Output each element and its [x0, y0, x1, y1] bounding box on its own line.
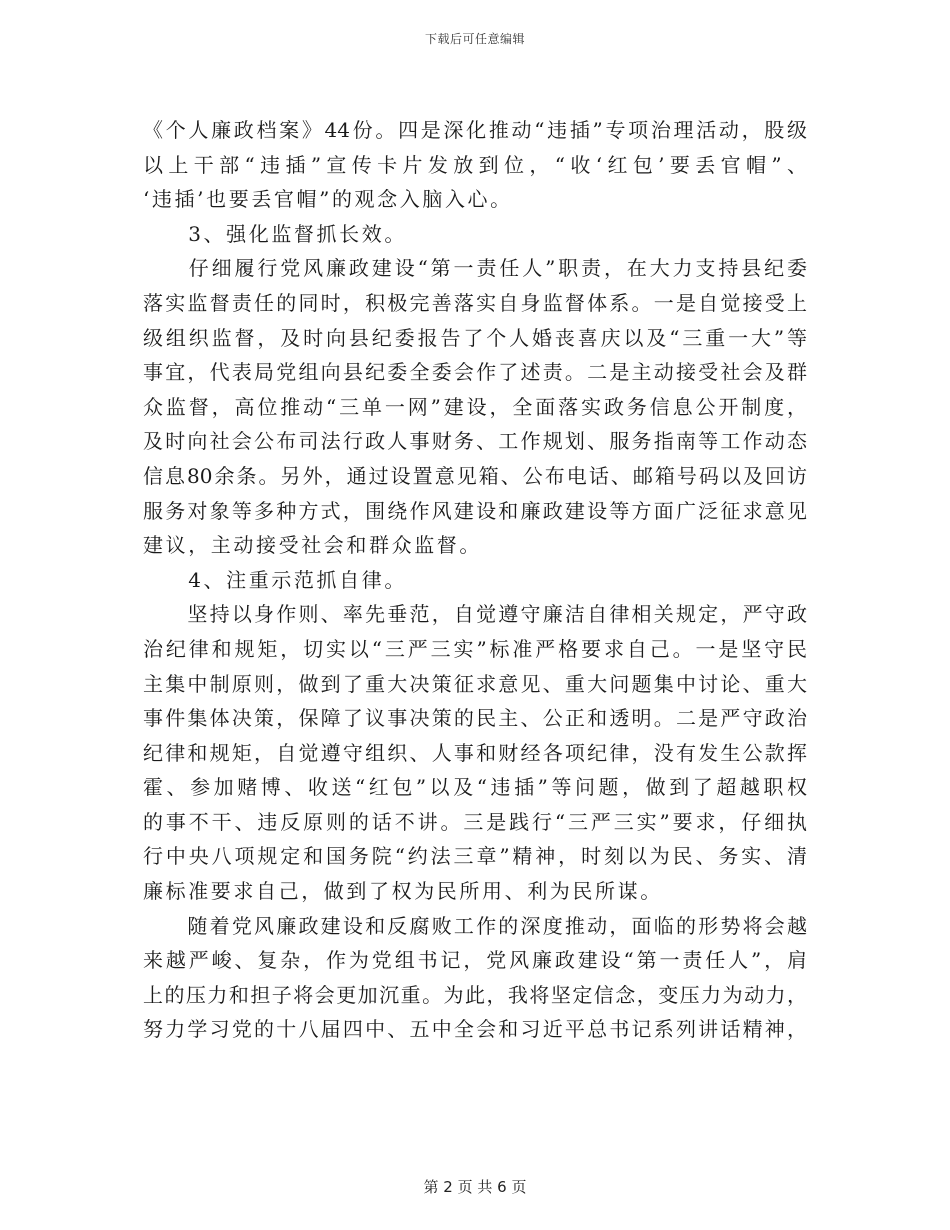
body-line: 《个人廉政档案》44份。四是深化推动“违插”专项治理活动，股级 — [143, 118, 807, 142]
page-footer: 第 2 页 共 6 页 — [423, 1178, 527, 1196]
body-line: 的事不干、违反原则的话不讲。三是践行“三严三实”要求，仔细执 — [143, 809, 807, 834]
body-line: 信息80余条。另外，通过设置意见箱、公布电话、邮箱号码以及回访 — [143, 463, 807, 488]
body-line: 众监督，高位推动“三单一网”建设，全面落实政务信息公开制度， — [143, 394, 807, 419]
body-line: 行中央八项规定和国务院“约法三章”精神，时刻以为民、务实、清 — [143, 844, 807, 869]
body-line: ‘违插’也要丢官帽”的观念入脑入心。 — [143, 187, 513, 212]
body-line: 建议，主动接受社会和群众监督。 — [143, 533, 482, 558]
body-line: 仔细履行党风廉政建设“第一责任人”职责，在大力支持县纪委 — [143, 256, 807, 281]
body-line: 纪律和规矩，自觉遵守组织、人事和财经各项纪律，没有发生公款挥 — [143, 740, 807, 765]
body-line: 上的压力和担子将会更加沉重。为此，我将坚定信念，变压力为动力， — [143, 982, 807, 1007]
body-line: 霍、参加赌博、收送“红包”以及“违插”等问题，做到了超越职权 — [143, 775, 807, 800]
body-line: 及时向社会公布司法行政人事财务、工作规划、服务指南等工作动态 — [143, 429, 807, 454]
body-line: 治纪律和规矩，切实以“三严三实”标准严格要求自己。一是坚守民 — [143, 636, 807, 661]
body-line: 来越严峻、复杂，作为党组书记，党风廉政建设“第一责任人”，肩 — [143, 948, 807, 973]
body-line: 努力学习党的十八届四中、五中全会和习近平总书记系列讲话精神， — [143, 1017, 807, 1042]
body-line: 主集中制原则，做到了重大决策征求意见、重大问题集中讨论、重大 — [143, 671, 807, 696]
body-line: 事宜，代表局党组向县纪委全委会作了述责。二是主动接受社会及群 — [143, 360, 807, 385]
body-line: 服务对象等多种方式，围绕作风建设和廉政建设等方面广泛征求意见 — [143, 498, 807, 523]
body-line: 事件集体决策，保障了议事决策的民主、公正和透明。二是严守政治 — [143, 706, 807, 731]
body-line: 廉标准要求自己，做到了权为民所用、利为民所谋。 — [143, 879, 663, 904]
body-line: 坚持以身作则、率先垂范，自觉遵守廉洁自律相关规定，严守政 — [143, 602, 807, 627]
page-header: 下载后可任意编辑 — [424, 32, 525, 46]
body-line: 随着党风廉政建设和反腐败工作的深度推动，面临的形势将会越 — [143, 913, 807, 938]
body-line: 以上干部“违插”宣传卡片发放到位，“收‘红包’要丢官帽”、 — [143, 152, 807, 177]
document-body — [143, 113, 807, 1047]
body-line: 级组织监督，及时向县纪委报告了个人婚丧喜庆以及“三重一大”等 — [143, 325, 807, 350]
section-heading: 4、注重示范抓自律。 — [143, 567, 407, 592]
section-heading: 3、强化监督抓长效。 — [143, 221, 407, 246]
body-line: 落实监督责任的同时，积极完善落实自身监督体系。一是自觉接受上 — [143, 290, 807, 315]
